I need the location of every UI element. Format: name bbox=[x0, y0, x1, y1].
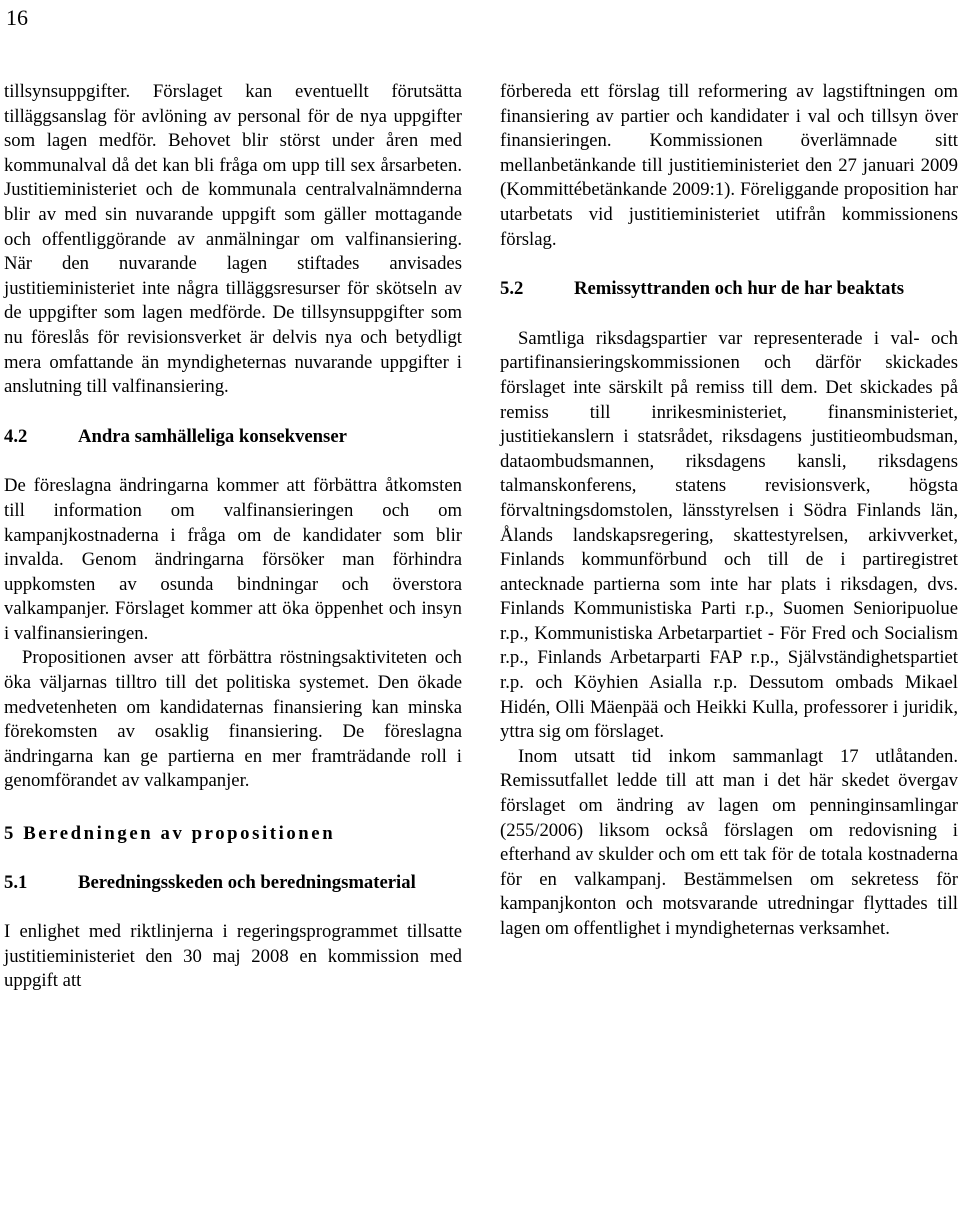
section-number: 4.2 bbox=[4, 425, 28, 447]
section-title: Beredningsskeden och beredningsmaterial bbox=[78, 871, 416, 893]
paragraph-supervision-costs: tillsynsuppgifter. Förslaget kan eventuellt förutsätta tilläggsanslag för avlöning av personal för de nya uppgifter som lagen medför. Behovet blir störst under åren med kommunalval då det kan bli fråga om upp till sex årsarbeten. Justitieministeriet och de kommunala centralvalnämnderna blir av med sin nuvarande uppgift som gäller mottagande och offentliggörande av anmälningar om valfinansiering. När den nuvarande lagen stiftades anvisades justitieministeriet inte några tilläggsresurser för skötseln av de uppgifter som lagen medförde. De tillsynsuppgifter som nu föreslås för revisionsverket är delvis nya och betydligt mera omfattande än myndigheternas nuvarande uppgifter i anslutning till valfinansiering. bbox=[4, 81, 462, 398]
paragraph-commission-continued: förbereda ett förslag till reformering av lagstiftningen om finansiering av partier och kandidater i val och tillsyn över finansieringen. Kommissionen överlämnade sitt mellanbetänkande till justitieministeriet den 27 januari 2009 (Kommittébetänkande 2009:1). Föreliggande proposition har utarbetats vid justitieministeriet utifrån kommissionens förslag. bbox=[500, 81, 958, 250]
paragraph-referral: Samtliga riksdagspartier var representerade i val- och partifinansieringskommissionen och därför skickades förslaget inte särskilt på remiss till dem. Det skickades på remiss till inrikesministeriet, finansministeriet, justitiekanslern i statsrådet, riksdagens justitieombudsman, dataombudsmannen, riksdagens kansli, riksdagens talmanskonferens, statens revisionsverk, högsta förvaltningsdomstolen, länsstyrelsen i Södra Finlands län, Ålands landskapsregering, skattestyrelsen, arkivverket, Finlands kommunförbund och till de i partiregistret antecknade partierna som inte har plats i riksdagen, dvs. Finlands Kommunistiska Parti r.p., Suomen Senioripuolue r.p., Kommunistiska Arbetarpartiet - För Fred och Socialism r.p., Finlands Arbetarparti FAP r.p., Självständighetspartiet r.p. och Köyhien Asialla r.p. Dessutom ombads Mikael Hidén, Olli Mäenpää och Heikki Kulla, professorer i juridik, yttra sig om förslaget. bbox=[500, 327, 958, 743]
paragraph-statements: Inom utsatt tid inkom sammanlagt 17 utlåtanden. Remissutfallet ledde till att man i det här skedet övergav förslaget om ändring av lagen om penninginsamlingar (255/2006) liksom också förslagen om redovisning i efterhand av skulder och om ett tak för de totala kostnaderna för en valkampanj. Bestämmelsen om sekretess för kampanjkonton och motsvarande utredningar flyttades till lagen om offentlighet i myndigheternas verksamhet. bbox=[500, 745, 958, 939]
section-heading-5-1 bbox=[4, 871, 462, 896]
paragraph-proposition-aims: Propositionen avser att förbättra röstningsaktiviteten och öka väljarnas tilltro till det politiska systemet. Den ökade medvetenheten om kandidaternas finansiering kan minska förekomsten av osaklig finansiering. De föreslagna ändringarna kan ge partierna en mer framträdande roll i genomförandet av valkampanjer. bbox=[4, 647, 462, 792]
left-column bbox=[4, 80, 462, 994]
section-title: Andra samhälleliga konsekvenser bbox=[78, 425, 347, 447]
section-heading-5-2 bbox=[500, 277, 958, 302]
chapter-heading-5: 5 Beredningen av propositionen bbox=[4, 823, 336, 845]
paragraph-commission: I enlighet med riktlinjerna i regeringsprogrammet tillsatte justitieministeriet den 30 maj 2008 en kommission med uppgift att bbox=[4, 921, 462, 992]
section-heading-4-2 bbox=[4, 425, 462, 450]
section-title: Remissyttranden och hur de har beaktats bbox=[574, 278, 904, 300]
paragraph-social-consequences: De föreslagna ändringarna kommer att förbättra åtkomsten till information om valfinansieringen och om kampanjkostnaderna i fråga om de kandidater som blir invalda. Genom ändringarna försöker man förhindra uppkomsten av osunda bindningar och överstora valkampanjer. Förslaget kommer att öka öppenhet och insyn i valfinansieringen. bbox=[4, 475, 462, 644]
right-column bbox=[500, 80, 958, 942]
page-number: 16 bbox=[6, 5, 28, 30]
section-number: 5.2 bbox=[500, 278, 524, 300]
section-number: 5.1 bbox=[4, 871, 28, 893]
